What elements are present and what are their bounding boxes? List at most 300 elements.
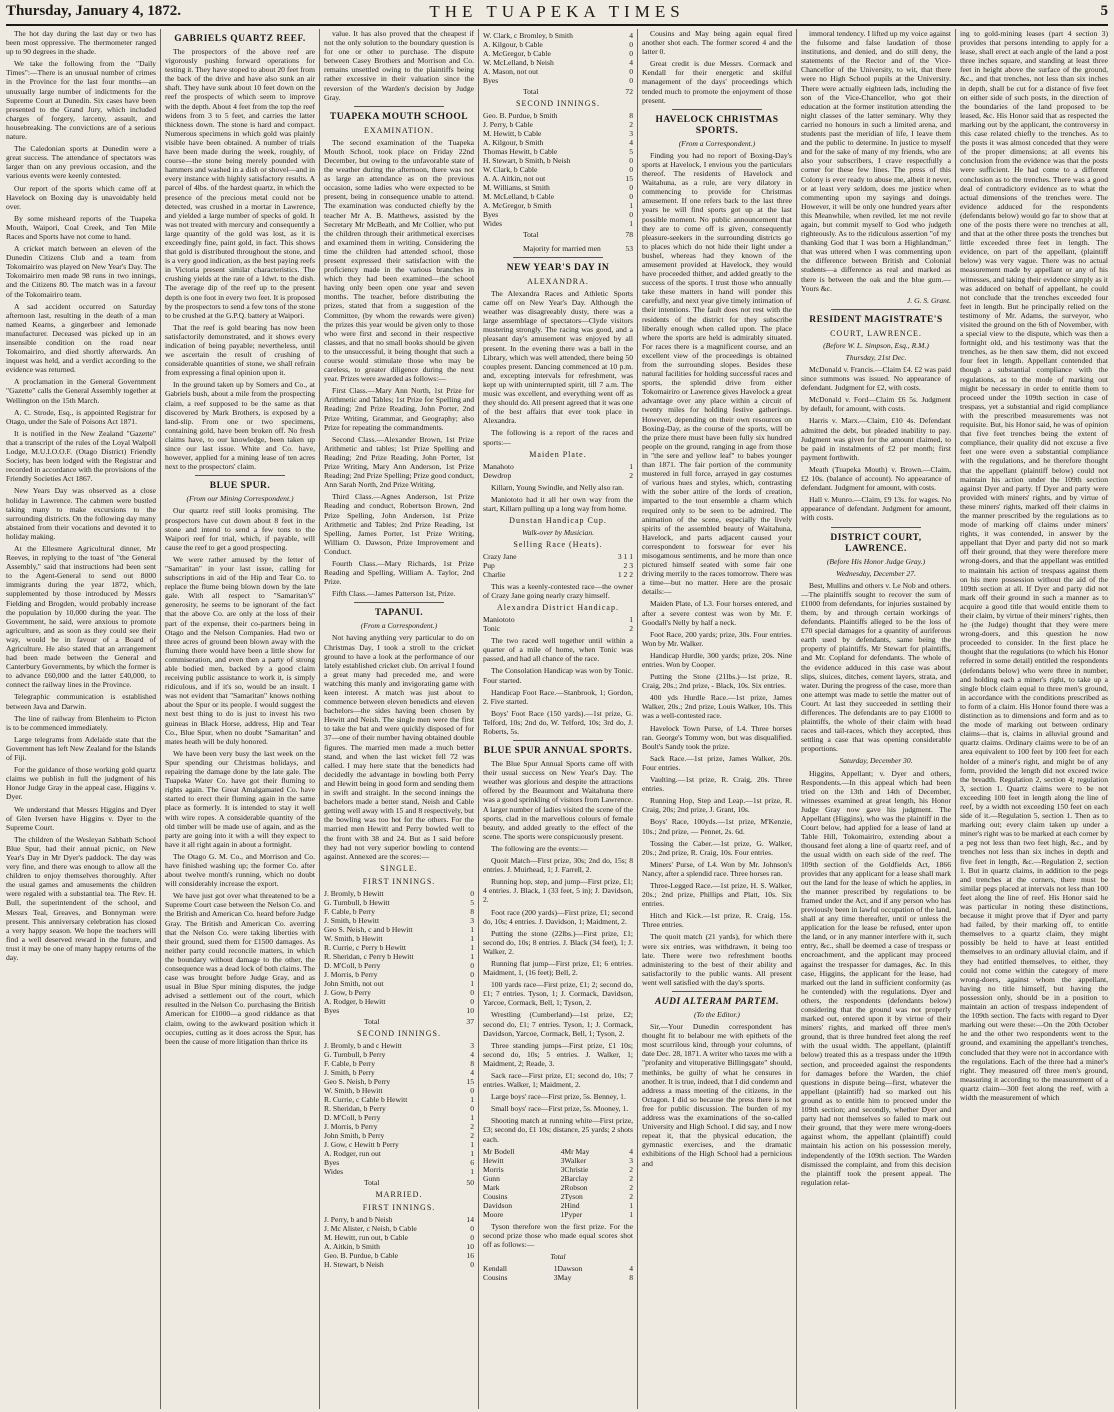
score-name: Cousins: [483, 1273, 508, 1283]
score-value: 37: [466, 1016, 474, 1026]
score-value: 14: [466, 1214, 474, 1224]
score-row: [324, 1068, 474, 1077]
score-total-row: [483, 228, 633, 239]
score-name: Byes: [483, 210, 499, 219]
news-paragraph: Putting the stone (22lbs.)—First prize, £1; second do, 10s; 8 entries. J. Black (34 feet), 1; J. Walker, 2.: [483, 928, 633, 956]
score-name: H. Stewart, b Smith, b Neish: [483, 156, 571, 165]
score-value: 2: [560, 1200, 565, 1210]
score-row: [324, 1122, 474, 1131]
majority-line: [483, 242, 633, 253]
news-paragraph: Running Hop, Step and Leap.—1st prize, R. Craig, 20s; 2nd prize, J. Grant, 10s.: [642, 796, 792, 815]
score-row: [483, 138, 633, 147]
score-value: 2: [560, 1191, 565, 1201]
score-name: Hewitt: [483, 1155, 504, 1165]
article-heading: NEW YEAR'S DAY IN: [506, 263, 610, 273]
score-row: [324, 907, 474, 916]
score-value: 1: [553, 1264, 558, 1274]
score-name: Total: [364, 1177, 380, 1187]
news-paragraph: Three standing jumps—First prize, £1 10s; second do, 10s; 5 entries. J. Walker, 1; Maidment, 2; Reade, 3.: [483, 1040, 633, 1068]
score-value: 8: [629, 111, 633, 120]
score-name: Charlie: [483, 569, 506, 579]
news-paragraph: We have just got over what threatened to be a Supreme Court case between the Nelson Co. and the British and American Co. heard before Judge Gray. The British and American Co. averring that the Nelson Co. were taking liberties with their ground, sued them for £1500 damages. As neither party could reconcile matters, in which the boundary without damage to the other, the consequence was a dead lock of both claims. The case was brought before Judge Gray, and as usual in Blue Spur mining disputes, the judge advised a settlement out of the court, which resulted in the Nelson Co. purchasing the British American for £1000—a good riddance as that claim, owing to the awkward position which it occupies, cutting as it does across the Spur, has been the cause of more litigation than thrice its: [165, 891, 315, 1046]
score-row: [483, 183, 633, 192]
article-heading: GABRIELS QUARTZ REEF.: [174, 34, 306, 44]
court-date: Thursday, 21st Dec.: [845, 352, 907, 362]
score-total-row: [483, 242, 633, 253]
score-value: 1: [470, 1166, 474, 1176]
column-rule: [319, 29, 320, 1409]
news-paragraph: A cricket match between an eleven of the Dunedin Citizens Club and a team from Tokomairiro was played on New Year's Day. The Tokomairiro men made 98 runs in two innings, and the Citizens 80. The match was in a favour of the Tokomairiro team.: [6, 244, 156, 299]
innings-heading: SECOND INNINGS.: [357, 1028, 441, 1038]
news-paragraph: Third Class.—Agnes Anderson, 1st Prize Reading and conduct, Robertson Brown, 2nd Prize Spelling, John Anderson, 1st Prize Arithmetic and Tables; 2nd Prize Reading, 1st Spelling, James Porter, 1st Prize Writing, William O. Dawson, Prize Improvement and Conduct.: [324, 492, 474, 556]
news-paragraph: Harris v. Marx.—Claim, £10 4s. Defendant admitted the debt, but pleaded inability to pay. Judgment was given for the amount claimed, to be paid in instalments of £2 per month; first payment forthwith.: [801, 416, 951, 462]
score-value: 15: [466, 1076, 474, 1086]
article-heading: TAPANUI.: [374, 608, 424, 619]
news-paragraph: The Caledonian sports at Dunedin were a great success. The attendance of spectators was larger than on any previous occasion, and the various events were keenly contested.: [6, 144, 156, 181]
shoot-off-header: Total: [550, 1251, 566, 1261]
news-paragraph: The Consolation Handicap was won by Tonic. Four started.: [483, 666, 633, 685]
score-row: [483, 156, 633, 165]
score-row: [324, 1113, 474, 1122]
news-paragraph: It is notified in the New Zealand "Gazette" that a transcript of the rules of the Loyal Walpoll Lodge, M.U.I.O.O.F. (Otago District) Friendly Society, has been lodged with the Registrar and recorded in accordance with the provisions of the Friendly Societies Act 1867.: [6, 428, 156, 484]
shooting-scores: [483, 1147, 633, 1219]
score-name: Thomas Hewitt, b Cable: [483, 147, 558, 156]
score-name: D. M'Coll, b Perry: [324, 1112, 381, 1122]
score-row: [483, 1147, 633, 1156]
divider: [195, 475, 285, 476]
shoot-off-scores: [483, 1264, 633, 1282]
news-paragraph: The following are the events:—: [491, 843, 588, 853]
score-row: [483, 40, 633, 49]
news-paragraph: First Class.—Mary Ann North, 1st Prize for Arithmetic and Tables; 1st Prize for Spelling and Reading; 2nd Prize Reading, John Porter, 2nd Prize Writing, Grammar, and Geography; also Prize for repeating the commandments.: [324, 386, 474, 432]
news-paragraph: Vaulting.—1st prize, R. Craig, 20s. Three entries.: [642, 775, 792, 794]
score-value: 1: [629, 219, 633, 228]
score-row: [483, 570, 633, 579]
news-paragraph: The second examination of the Tuapeka Mouth School, took place on Friday 22nd December, but owing to the unfavorable state of the weather during the afternoon, there was not as large an attendance as on the previous occasion, some ladies who were expected to be present, being in consequence unable to attend. The examination was conducted chiefly by the teacher Mr A. B. Matthews, assisted by the Secretary Mr McBeath, and Mr Collier, who put the children through their arithmetical exercises and examined them in writing. Considering the time the children had attended school, those present expressed their satisfaction with the proficiency made in the various branches in which they had been examined—the school having only been open one year and seven months. The teacher, before distributing the prizes, stated that from a suggestion of the Committee, (by whom the rewards were given) the prizes this year would be given only to those who were first and second in their respective classes, and that no small books should be given to the unsuccessful, it being thought that such a course would stimulate those who may be careless, to greater diligence during the next year. Prizes were awarded as follows:—: [324, 137, 474, 384]
score-name: Total: [364, 1016, 380, 1026]
race-heading: Selling Race (Heats).: [513, 539, 603, 549]
score-value: 1: [629, 1209, 633, 1219]
score-row: [324, 1260, 474, 1269]
news-paragraph: Killarn, Young Swindle, and Nelly also ran.: [491, 482, 624, 492]
score-name: W. Clark, b Cable: [483, 165, 538, 174]
score-value: 0: [470, 987, 474, 997]
score-value: 0: [470, 1103, 474, 1113]
score-name: Mr Bodell: [483, 1146, 515, 1156]
score-name: Tonic: [483, 624, 501, 634]
score-value: 2: [629, 624, 633, 634]
score-value: 8: [470, 1058, 474, 1068]
score-name: A. McGregor, b Cable: [483, 49, 551, 58]
score-value: 1: [470, 1148, 474, 1158]
score-total-row: [324, 1176, 474, 1187]
score-value: 2: [560, 1182, 565, 1192]
news-paragraph: A sad accident occurred on Saturday afternoon last, resulting in the death of a man named Kearns, a gingerbeer and lemonade manufacturer. Deceased was picked up in an insensible condition on the road near Tokomairiro, and died shortly afterwards. An inquest was held, and a verdict according to the evidence was returned.: [6, 301, 156, 375]
score-value: 4: [629, 138, 633, 147]
score-row: [324, 979, 474, 988]
news-paragraph: Sack race—First prize, £1; second do, 10s; 7 entries. Walker, 1; Maidment, 2.: [483, 1071, 633, 1090]
score-name: M. Hewitt, b Cable: [483, 129, 542, 138]
race-results: [483, 462, 633, 480]
score-name: A. Aitkin, b Smith: [324, 1241, 380, 1251]
article-heading: BLUE SPUR.: [209, 481, 271, 492]
news-paragraph: Not having anything very particular to do on Christmas Day, I took a stroll to the cricket ground to have a look at the performance of our lately established cricket club. On arrival I found a great many had preceded me, and were watching this manly and invigorating game with keen interest. A match was just about to commence between eleven benedicts and eleven bachelors—the sides having been chosen by Hewitt and Neish. The single men were the first to take the bat and were quickly disposed of for 37—one of their number having obtained double figures. The married men made a much better stand, and when the last wicket fell 72 was called. I may here state that the benedicts had decidedly the advantage in bowling both Perry and Hewitt being in good form and sending them in swift and straight. In the second innings the bachelors made a better stand, Neish and Cable getting well away with 15 and 8 respectively, but the bowling was too hot for the others. For the married men Hewitt and Perry bowled well to the front with 38 and 24. But as I said before they had not very superior bowling to contend against. Annexed are the scores:—: [324, 633, 474, 861]
score-row: [324, 1131, 474, 1140]
score-name: Pup: [483, 560, 495, 570]
divider: [354, 106, 444, 107]
news-paragraph: That the reef is gold bearing has now been satisfactorily demonstrated, and it shows every indication of being payable; nevertheless, until we ascertain the result of crushing of considerable quantities of stone, we shall refrain from expressing a final opinion upon it.: [165, 322, 315, 378]
score-row: [324, 934, 474, 943]
innings-heading: FIRST INNINGS.: [362, 876, 436, 886]
score-value: 0: [470, 1259, 474, 1269]
score-name: Crazy Jane: [483, 551, 517, 561]
article-heading: HAVELOCK CHRISTMAS SPORTS.: [655, 114, 779, 136]
score-row: [324, 970, 474, 979]
news-paragraph: Wrestling (Cumberland)—1st prize, £2; second do, £1; 7 entries. Tyson, 1; J. Cormack, Davidson, Yarcoe, Cormack, Bell, 1; Tyson, 2.: [483, 1010, 633, 1038]
court-presiding: (Before W. L. Simpson, Esq., R.M.): [823, 340, 929, 350]
score-name: W. McLelland, b Neish: [483, 58, 554, 67]
score-value: 4: [629, 31, 633, 40]
score-value: 0: [629, 192, 633, 201]
score-value: 10: [466, 1241, 474, 1251]
score-value: 0: [470, 1223, 474, 1233]
masthead: [6, 2, 1108, 26]
article-byline: (From a Correspondent.): [678, 138, 756, 148]
race-heading: Dunstan Handicap Cup.: [509, 515, 607, 525]
score-value: 16: [466, 1250, 474, 1260]
score-name: F. Cable, b Perry: [324, 1058, 376, 1068]
article-heading: DISTRICT COURT, LAWRENCE.: [830, 532, 922, 554]
article-heading: BLUE SPUR ANNUAL SPORTS.: [483, 746, 633, 757]
news-paragraph: Quoit Match—First prize, 30s; 2nd do, 15s; 8 entries. J. Muirhead, 1; J. Farrell, 2.: [483, 856, 633, 875]
news-paragraph: Large telegrams from Adelaide state that the Government has left New Zealand for the Islands of Fiji.: [6, 734, 156, 763]
score-name: Byes: [324, 1157, 340, 1167]
score-name: W. Clark, c Bromley, b Smith: [483, 31, 573, 40]
news-paragraph: Running flat jump—First prize, £1; 6 entries. Maidment, 1, (16 feet); Bell, 2.: [483, 958, 633, 978]
score-row: [483, 1201, 633, 1210]
innings-heading: SECOND INNINGS.: [516, 99, 600, 108]
news-paragraph: Foot race (200 yards)—First prize, £1; second do, 10s; 4 entries. J. Davidson, 1; Maidment, 2.: [483, 907, 633, 926]
score-value: 1: [470, 978, 474, 988]
news-paragraph: Great credit is due Messrs. Cormack and Kendall for their energetic and skilful management of the days' proceedings which tended much to promote the enjoyment of those present.: [642, 59, 792, 105]
news-paragraph: The line of railway from Blenheim to Picton is to be commenced immediately.: [6, 713, 156, 732]
score-row: [324, 1215, 474, 1224]
page-number: 5: [1100, 3, 1108, 19]
score-row: [324, 1140, 474, 1149]
score-row: [483, 1165, 633, 1174]
score-value: 2: [470, 1130, 474, 1140]
score-row: [324, 943, 474, 952]
news-paragraph: The prospectors of the above reef are vigorously pushing forward operations for testing it. They have stoped to about 20 feet from the back of the drive and have also sunk an air shaft. They have sunk about 10 feet down on the reef the prospects of which seem to improve with the depth. About 4 feet from the top the reef widens from 3 to 5 feet, and carries the latter thickness down. The stone is hard and compact. Numerous specimens in which gold was plainly visible have been obtained. A number of trials have been made during the week, roughly, of course—the stone being merely pounded with hammers and washed in a dish or shovel—and in every instance with highly satisfactory results. A parcel of 4lbs. of the hardest quartz, in which the presence of the precious metal could not be detected, was crushed in a mortar in Lawrence, and yielded a large number of specks of gold. It was not treated with mercury and consequently a large quantity of the gold was lost, as it is exceedingly fine, paint gold, in fact. This shows that gold is distributed throughout the stone, and is a very good indication, as the best paying reefs in Victoria present similar characteristics. The crushing yields at the rate of a 1dwt. to the dish. The average dip of the reef up to the present depth is one foot in every two feet. It is proposed by the prospectors to send a few tons of the stone to be crushed at the G.P.Q. battery at Waipori.: [165, 47, 315, 320]
score-value: 3: [560, 1164, 565, 1174]
news-paragraph: A proclamation in the General Government "Gazette" calls the General Assembly together at Wellington on the 15th March.: [6, 377, 156, 405]
news-paragraph: Higgins, Appellant; v. Dyer and others, Respondents.—In this appeal which had been tried on the 13th and 14th of December, witnesses examined at great length, his Honor Judge Gray now gave his judgment. The Appellant (Higgins), who was the plaintiff in the Court below, had applied for a lease of land at Table Hill, Tokomairiro, extending about a thousand feet along a line of quartz reef, and of the usual width on each side of the reef. The 109th section of the Goldfields Act, 1866 provides that any applicant for a lease shall mark out the land for the lease of which he applies, in the manner prescribed by regulations to be framed under the Act, and if any person who has previously been in lawful occupation of the land, shall at any time thereafter, until or unless the application for the lease be refused, enter upon the land, or in any manner interfere with it, such entry, &c., shall be deemed a case of trespass or encroachment, and the applicant may proceed against the trespasser for damages, &c. In this case, Higgins, the applicant for the lease, had marked out the land in sufficient conformity (as he contended) with the regulations. Dyer and others, the respondents (defendants below) considering that the ground was not properly marked out, entered upon it by virtue of their miners' rights, and marked off three men's ground, that is three hundred feet along the reef with the usual width. The appellant, (plaintiff below) treated this as a trespass under the 109th section, and proceeded against the respondents for damages before the Warden, the chief questions in dispute being—first, whatever the appellant (plaintiff) had so marked out his ground as to entitle him to proceed under the 109th section; and secondly, whether Dyer and party had not themselves so failed to mark out their ground, that they were mere wrong-doers against whom, the appellant (plaintiff) could maintain his action on his possession merely, independently of the 109th section. The Warden dismissed the complaint, and from this decision the plaintiff took the present appeal. The regulation relat-: [801, 768, 951, 1187]
score-row: [324, 1095, 474, 1104]
article-heading: TUAPEKA MOUTH SCHOOL: [329, 111, 469, 122]
score-row: [483, 129, 633, 138]
score-row: [324, 1251, 474, 1260]
score-name: Cousins: [483, 1191, 508, 1201]
score-row: [483, 192, 633, 201]
article-subheading: ALEXANDRA.: [527, 277, 589, 286]
score-value: 0: [629, 156, 633, 165]
score-value: 0: [470, 969, 474, 979]
news-paragraph: The Otago G. M. Co., and Morrison and Co. have finished washing up; the former Co. after about twelve month's running, which no doubt will considerably increase the export.: [165, 851, 315, 889]
column-rule: [637, 29, 638, 1409]
score-name: J. Morris, b Perry: [324, 1121, 378, 1131]
score-row: [483, 1174, 633, 1183]
news-paragraph: A. C. Strode, Esq., is appointed Registrar for Otago, under the Sale of Poisons Act 1871.: [6, 407, 156, 426]
news-paragraph: Hitch and Kick.—1st prize, R. Craig, 15s. Three entries.: [642, 911, 792, 930]
score-name: J. Bromly, b and c Hewitt: [324, 1040, 402, 1050]
news-paragraph: The Alexandra Races and Athletic Sports came off on New Year's Day. Although the weather was disagreeably dusty, there was a large assemblage of spectators—Clyde visitors mustering strongly. The racing was good, and a pleasant day's amusement was enjoyed by all present. In the evening there was a ball in the Library, which was well attended, there being 50 couples present. Dancing commenced at 10 p.m. and, excepting intervals for refreshment, was kept up with uninterrupted spirit, till 7 a.m. The music was excellent, and everything went off as they should do. All present agreed that it was one of the best affairs that ever took place in Alexandra.: [483, 289, 633, 426]
score-row: [483, 561, 633, 570]
score-name: Wides: [483, 219, 503, 228]
score-name: Geo. B. Purdue, b Cable: [324, 1250, 399, 1260]
issue-date: Thursday, January 4, 1872.: [6, 3, 182, 19]
court-presiding: (Before His Honor Judge Gray.): [826, 556, 926, 566]
score-name: Robson: [564, 1182, 588, 1192]
score-value: 1: [470, 1112, 474, 1122]
score-row: [483, 624, 633, 633]
score-rows: [483, 615, 633, 633]
news-paragraph: Handicap Hurdle, 300 yards; prize, 20s. Nine entries. Won by Cooper.: [642, 650, 792, 669]
divider: [831, 527, 921, 528]
column-5: [642, 29, 792, 1409]
news-paragraph: Sir,—Your Dunedin correspondent has thought fit to belabour me with epithets of the most scurrilous kind, through your columns, of date Dec. 28, 1871. A writer who taxes me with a "profanity and vituperative Billingsgate" should, methinks, be guilty of what he censures in another. It is true, indeed, that I did condemn and address a mass meeting of the citizens, in the Octagon. I did so because the press there is not free for public discussion. The burden of my address was the examinations of the so-called University and High School. I did say, and I now repeat it, that the physical education, the gymnastic exercises, and the dramatic exhibitions of the High School had a pernicious and: [642, 1022, 792, 1168]
score-name: F. Cable, b Perry: [324, 906, 376, 916]
article-heading: AUDI ALTERAM PARTEM.: [654, 997, 780, 1007]
divider: [831, 309, 921, 310]
score-value: 50: [466, 1177, 474, 1187]
score-total-row: [324, 1015, 474, 1026]
score-name: Wides: [324, 1166, 344, 1176]
score-name: M. McLelland, b Cable: [483, 192, 555, 201]
innings-heading: FIRST INNINGS.: [362, 1202, 436, 1212]
score-name: May: [557, 1273, 572, 1283]
score-rows: [324, 889, 474, 1026]
column-4: [483, 29, 633, 1409]
newspaper-title: THE TUAPEKA TIMES: [429, 2, 685, 21]
race-heading: Alexandra District Handicap.: [497, 603, 619, 613]
score-value: 8: [470, 906, 474, 916]
score-name: W. Smith, b Hewitt: [324, 1085, 383, 1095]
news-paragraph: Meath (Tuapeka Mouth) v. Brown.—Claim, £2 10s. (balance of account). No appearance of defendant. Judgment for amount, with costs.: [801, 464, 951, 493]
score-row: [324, 952, 474, 961]
score-row: [483, 1273, 633, 1282]
score-value: 0: [470, 888, 474, 898]
column-2: [165, 29, 315, 1409]
score-row: [483, 31, 633, 40]
news-paragraph: We understand that Messrs Higgins and Dyer of Glen Iversen have Higgins v. Dyer to the Supreme Court.: [6, 804, 156, 832]
score-name: Geo S. Neish, b Perry: [324, 1076, 391, 1086]
score-row: [483, 76, 633, 85]
score-name: A. Rodger, b Hewitt: [324, 996, 386, 1006]
score-value: 8: [629, 1273, 633, 1283]
news-paragraph: The hot day during the last day or two has been most oppressive. The thermometer ranged up to 90 degrees in the shade.: [6, 29, 156, 57]
news-paragraph: Havelock Town Purse, of L4. Three horses ran. George's Tommy won, but was disqualified. Boult's Sandy took the prize.: [642, 723, 792, 751]
score-value: 0: [629, 183, 633, 192]
score-name: Kendall: [483, 1264, 508, 1274]
score-value: 1 2 2: [617, 569, 633, 579]
score-name: A. Mason, not out: [483, 67, 539, 76]
score-row: [324, 988, 474, 997]
score-value: 4: [470, 1049, 474, 1059]
news-paragraph: The following is a report of the races and sports:—: [483, 428, 633, 447]
score-name: Maniototo: [483, 615, 515, 625]
news-paragraph: 100 yards race—First prize, £1; 2; second do, £1; 7 entries. Tyson, 1; J. Cormack, Davidson, Yarcoe, Cormack, Bell, 1; Tyson, 2.: [483, 980, 633, 1008]
score-row: [483, 49, 633, 58]
score-name: J. Smith, b Perry: [324, 1067, 375, 1077]
news-paragraph: We take the following from the "Daily Times":—There is an unusual number of crimes in the Province for the last four months—an unusually large number of indictments for the Supreme Court at Dunedin. Six cases have been presented to the Grand Jury, which included charges of forgery, larceny, assault, and housebreaking. The convictions are of a serious nature.: [6, 59, 156, 142]
score-value: 0: [629, 76, 633, 85]
score-value: 2: [560, 1173, 565, 1183]
score-row: [483, 462, 633, 471]
score-rows: [324, 1041, 474, 1187]
divider: [513, 257, 603, 258]
score-value: 2: [629, 1191, 633, 1201]
divider: [513, 740, 603, 741]
news-paragraph: McDonald v. Ford—Claim £6 5s. Judgment by default, for amount, with costs.: [801, 395, 951, 414]
score-row: [483, 1192, 633, 1201]
score-name: Geo. B. Purdue, b Smith: [483, 111, 558, 120]
score-value: 1: [470, 1094, 474, 1104]
news-paragraph: 400 yds Hurdle Race.—1st prize, James Walker, 20s.; 2nd prize, Louis Walker, 10s. This was a well-contested race.: [642, 693, 792, 721]
score-row: [483, 120, 633, 129]
score-name: Walker: [564, 1155, 587, 1165]
score-name: J. Gow, b Perry: [324, 987, 371, 997]
score-name: A. Kilgour, b Smith: [483, 138, 544, 147]
score-row: [324, 916, 474, 925]
column-rule: [796, 29, 797, 1409]
score-name: J. Mc Alister, c Neish, b Cable: [324, 1223, 417, 1233]
news-paragraph: Boys' Foot Race (150 yards).—1st prize, G. Telford, 10s; 2nd do, W. Telford, 10s; 3rd do, J. Roberts, 5s.: [483, 708, 633, 736]
score-row: [483, 201, 633, 210]
score-name: R. Currie, c Cable b Hewitt: [324, 1094, 408, 1104]
column-1: [6, 29, 156, 1409]
score-row: [483, 67, 633, 76]
score-name: Total: [523, 230, 539, 239]
score-name: Tyson: [564, 1191, 583, 1201]
column-rule: [955, 29, 956, 1409]
score-name: John Smith, not out: [324, 978, 384, 988]
score-value: 3 1 1: [617, 551, 633, 561]
scorecard-married-second: [483, 111, 633, 239]
score-row: [324, 1104, 474, 1113]
score-value: 4: [629, 1264, 633, 1274]
score-rows: [483, 552, 633, 579]
news-paragraph: The quoit match (21 yards), for which there were six entries, was withdrawn, it being too late. There were two refreshment booths administering to the best of their ability and satisfactorily to the public wants. All present went well satisfied with the day's sports.: [642, 932, 792, 987]
score-row: [324, 961, 474, 970]
news-paragraph: The two raced well together until within a quarter of a mile of home, when Tonic was passed, and had all chance of the race.: [483, 636, 633, 664]
news-paragraph: Running hop, step, and jump—First prize, £1; 4 entries. J. Black, 1 (33 feet, 5 in); J. Davidson, 2.: [483, 877, 633, 905]
score-row: [483, 219, 633, 228]
news-paragraph: In the ground taken up by Somers and Co., at Gabriels bush, about a mile from the prospecting claim, a reef supposed to be the same as that discovered by Mark Brothers, is exposed by a land-slip. From one or two specimens, containing gold, have been broken off. No fresh claims have, to our knowledge, been taken up since our last issue. White and Co. have, however, applied for a mining lease of ten acres next to the prospectors' claim.: [165, 380, 315, 472]
score-row: [483, 210, 633, 219]
divider: [672, 109, 762, 110]
score-value: 0: [470, 996, 474, 1006]
column-3: [324, 29, 474, 1409]
news-paragraph: Our report of the sports which came off at Havelock on Boxing day is unavoidably held over.: [6, 183, 156, 211]
score-name: M. Williams, st Smith: [483, 183, 550, 192]
article-byline: (From our Mining Correspondent.): [186, 494, 294, 504]
score-heading: SINGLE.: [380, 863, 418, 873]
score-value: 15: [625, 174, 633, 183]
score-row: [324, 898, 474, 907]
score-name: Byes: [483, 76, 499, 85]
score-row: [483, 615, 633, 624]
news-paragraph: Sack Race.—1st prize, James Walker, 20s. Four entries.: [642, 753, 792, 772]
score-value: 1: [629, 1200, 633, 1210]
score-name: Byes: [324, 1005, 340, 1015]
divider: [672, 991, 762, 992]
score-value: 1: [470, 924, 474, 934]
score-row: [483, 165, 633, 174]
score-row: [324, 1077, 474, 1086]
score-row: [324, 1242, 474, 1251]
score-name: Dawson: [557, 1264, 583, 1274]
score-name: Pyper: [564, 1209, 583, 1219]
score-name: Christie: [564, 1164, 589, 1174]
score-name: Mr May: [564, 1146, 590, 1156]
score-value: 4: [629, 1146, 633, 1156]
score-total-row: [483, 85, 633, 96]
score-value: 1: [629, 201, 633, 210]
score-name: A. Rodger, run out: [324, 1148, 381, 1158]
score-value: 10: [466, 1005, 474, 1015]
article-subheading: EXAMINATION.: [364, 125, 434, 135]
score-value: 2: [629, 120, 633, 129]
score-row: [483, 552, 633, 561]
race-results: [483, 552, 633, 579]
score-name: J. Perry, b Cable: [483, 120, 533, 129]
score-value: 4: [470, 1067, 474, 1077]
score-row: [324, 1149, 474, 1158]
score-row: [483, 1264, 633, 1273]
score-name: Geo S. Neish, c and b Hewitt: [324, 924, 413, 934]
article-heading: RESIDENT MAGISTRATE'S: [809, 314, 943, 325]
score-value: 0: [629, 67, 633, 76]
score-value: 3: [560, 1155, 565, 1165]
score-value: 2: [629, 1182, 633, 1192]
score-name: Hind: [564, 1200, 580, 1210]
news-paragraph: Telegraphic communication is established between Java and Darwin.: [6, 692, 156, 711]
news-paragraph: We have been very busy the last week on the Spur spending our Christmas holidays, and repairing the damage done by the late gale. The Tuapeka Water Co. have got their fluming to rights again. The Great Amalgamated Co. have started to erect their fluming again in the same place as formerly. It is intended to stay it well with wire ropes. A considerable quantity of the old timber will be made use of again, and as the party are going into it with a will they expect to have it all right again in about a fortnight.: [165, 748, 315, 849]
score-value: 3: [470, 1040, 474, 1050]
score-rows: [483, 462, 633, 480]
score-row: [483, 1156, 633, 1165]
article-byline: (To the Editor.): [694, 1010, 740, 1019]
score-row: [324, 1041, 474, 1050]
score-name: Dewdrop: [483, 470, 512, 480]
scorecard-single-second: [324, 1041, 474, 1187]
news-paragraph: The children of the Wesleyan Sabbath School Blue Spur, had their annual picnic, on New Year's Day in Mr Dyer's paddock. The day was very fine, and there was enough to allow all the children to enjoy themselves thoroughly. After the usual games and amusements the children were regaled with a substantial tea. The Rev. H. Bull, the superintendent of the school, and Messrs Teal, Greaves, and Bonnyman were present. This anniversary celebration has closed a very happy season. We hope the teachers will find a well deserved reward in the future, and trust it may be one of many happy returns of the day.: [6, 834, 156, 962]
score-row: [483, 174, 633, 183]
score-value: 53: [625, 244, 633, 253]
article-subheading: COURT, LAWRENCE.: [830, 328, 922, 338]
score-row: [483, 111, 633, 120]
score-row: [483, 147, 633, 156]
news-paragraph: Best, Mullins and others v. Le Nob and others.—The plaintiffs sought to recover the sum of £1000 from defendants, for injuries sustained by them, by and through certain workings of defendants. Plaintiffs alleged to be the loss of £70 special damages for a quantity of auriferous earth used by defendants, same being the property of plaintiffs. Mr Stewart for plaintiffs, and Mr. Copland for defendants. The whole of the evidence adduced in this case was about slips, sluices, ditches, cement layers, strata, and water. During the progress of the case, more than one attempt was made to settle the matter out of Court. At last they succeeded in settling their differences. The defendants are to pay £1000 to plaintiffs, the whole of their claim with head races and tail-races, which they accepted, thus settling a case that was opening considerable proportions.: [801, 580, 951, 754]
score-value: 3: [629, 129, 633, 138]
score-name: R. Sheridan, b Perry: [324, 1103, 386, 1113]
news-paragraph: We were rather amused by the letter of "Samaritan" in your last issue, calling for subscriptions in aid of the Hip and Tear Co. to replace the flume being blown down by the late gale. With all respect to "Samaritan's" generosity, he seems to be ignorant of the fact that the above Co. are only at the loss of their part of the expense, their co-partners being in Otago and the Nelson Companies. Had two or three acres of ground been blown away with the fluming there would have been a little show for commiseration, and even then a party of strong able bodied men, backed by a good claim receiving public assistance to work it, is simply ridiculous, and if it's so, would be an insult. I was not evident that "Samaritan" knows nothing about the Spur or its people. I would suggest the next best thing to do is just to invest his two guineas in Black Horse, address, Hip and Tear Co., Blue Spur, when no doubt "Samaritan" and mates heath will be duly honored.: [165, 554, 315, 746]
score-value: 0: [470, 1232, 474, 1242]
score-value: 3: [470, 915, 474, 925]
score-value: 0: [629, 210, 633, 219]
news-paragraph: Boys' Race, 100yds.—1st prize, M'Kenzie, 10s.; 2nd prize, — Pennet, 2s. 6d.: [642, 817, 792, 836]
news-paragraph: Second Class.—Alexander Brown, 1st Prize Arithmetic and tables; 1st Prize Spelling and Reading; 2nd Prize Reading, John Porter, 1st Prize Writing, Mary Ann Anderson, 1st Prize Reading; 2nd Prize Spelling; Prize good conduct, Ann Sarah North, 2nd Prize Writing.: [324, 434, 474, 490]
